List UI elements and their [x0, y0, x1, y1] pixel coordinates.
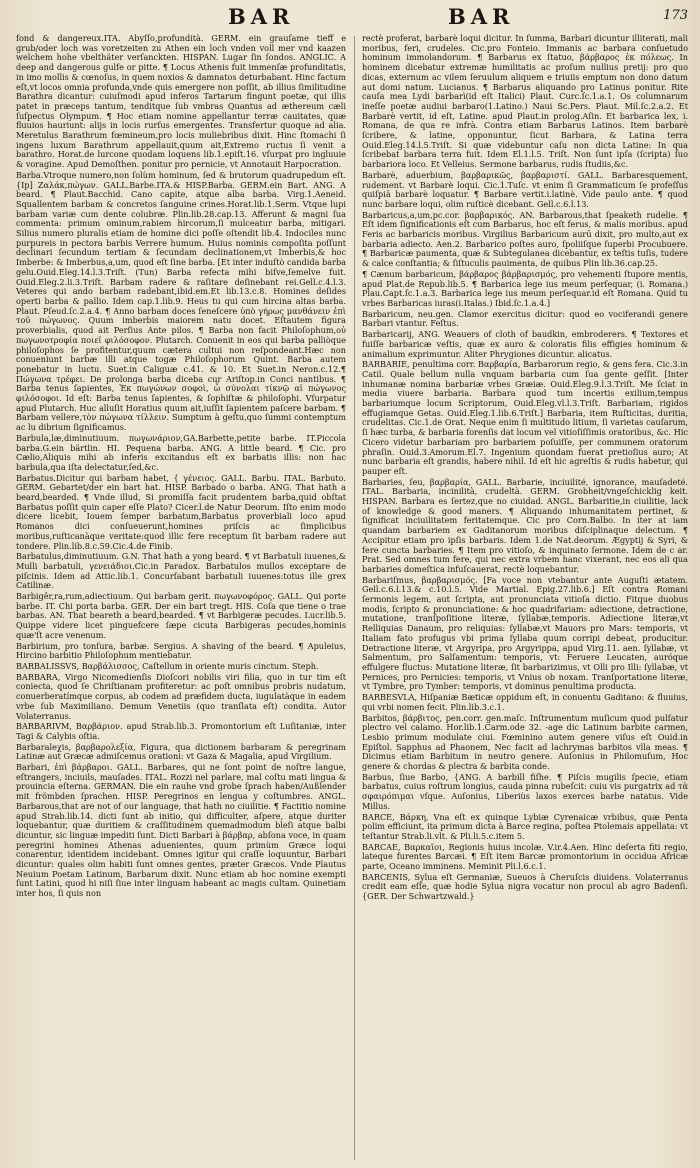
entry-barbitium: Barbirium, pro tonſura, barbæ. Sergius. A shaving of the beard. ¶ Apuleius, Hircino barbitio Philoſophum mentiebatur. — [16, 640, 346, 661]
entry-barbitos: Barbitos, βάρβιτος, pen.corr. gen.maſc. Inſtrumentum muſicum quod pulſatur plectro vel calamo. Hor.lib.1.Carm.ode 32. -age dic Latinum barbite carmen, Lesbio primum modulate ciui. Fœminino autem genere viſus eſt Ouid.in Epiſtol. Sapphus ad Phaonem, Nec facit ad lachrymas barbitos vlla meas. ¶ Dicimus etiam Barbitum in neutro genere. Auſonius in Philomuſum, Hoc genere & chordas & plectra & barbita conde. — [362, 712, 688, 772]
entry-barbula: Barbula,læ,diminutiuum. πωγωνάριον,GA.Barbette,petite barbe. IT.Piccola barba.G.ein bärtlin. HI. Pequena barba. ANG. A little beard. ¶ Cic. pro Cælio,Aliquis mihi ab inferis excitandus eſt ex barbatis illis: non hac barbula,qua iſta delectatur,ſed,&c. — [16, 432, 346, 472]
right-column — [362, 34, 688, 1162]
entry-barbaricum: Barbaricum, neu.gen. Clamor exercitus dicitur: quod eo vociferandi genere Barbari vtantur. Feſtus. — [362, 308, 688, 329]
entry-barbare: Barbarè, aduerbium, βαρβαρικῶς, βαρβαριστί. GALL. Barbaresquement, rudement. vt Barbarè loqui. Cic.1.Tuſc. vt enim ſi Grammaticum ſe profeſſus quiſpiā barbarè loquatur. ¶ Barbare vertit.i.latinè. Vide paulo ante. ¶ quod nunc barbare loqui, olim ruſticè dicebant. Gell.c.6.l.13. — [362, 169, 688, 209]
entry-barbari-cont: rectè proferat, barbarè loqui dicitur. In ſumma, Barbari dicuntur illiterati, mali moribus, feri, crudeles. Cic.pro Fonteio. Immanis ac barbara conſuetudo hominum immolandorum. ¶ Barbarus ex ſtatuo, βάρβαρος ἐκ πόλεως. In hominem dicebatur extremæ humilitatis ac proſum nullius pretij: pro quo dicas, externum ac vilem ſeruulum aliquem e triuiis emptum non dono datum aut domi natum. Lucianus. ¶ Barbarus aliquando pro Latinus ponitur. Rite cauſa mea Lydi barbarì(id eſt Italici) Plaut. Curc.ſc.1.a.1. Os columnarum ineſſe poetæ audiui barbaro(1.Latino.) Naui Sc.Pers. Plaut. Mil.ſc.2.a.2. Et Barbarè vertit, id eſt, Latine. apud Plaut.in prolog.Aſin. Et barbarica lex, i. Romana, de qua re infrà. Contra etiam Barbarus Latinos. Item barbarè ſcribere, & latine, opponuntur, ſicut Barbara, & Latina terra Ouid.Eleg.14.l.5.Triſt. Si quæ videbuntur caſu non dicta Latine: In qua ſcribebat barbara terra fuit. Idem El.1.l.5. Triſt. Non ſunt ipſa (ſcripta) ſuo barbariora loco. Et Velleius. Sermone barbarus, rudis ſtudiis,&c. — [362, 34, 688, 170]
entry-caenum-barbaricum: ¶ Cænum barbaricum, βάρβαρος βάρβαρισμός, pro vehementi ſtupore mentis, apud Plat.de Repub.lib.5. ¶ Barbarica lege ius meum perſequar, (i. Romana.) Plau.Capt.ſc.1.a.3. Barbarica lege ius meum perſequar.id eſt Romana. Quid tu vrbes Barbaricas iuras(i.Italas.) Ibid.ſc.1.a.4.] — [362, 268, 688, 308]
entry-barbatulus: Barbatulus,diminutiuum. G.N. That hath a yong beard. ¶ vt Barbatuli iuuenes,& Mulli barbatuli, γενειάδιοι.Cic.in Paradox. Barbatulos mullos exceptare de piſcinis. Idem ad Attic.lib.1. Concurſabant barbatuli iuuenes:totus ille grex Catilinæ. — [16, 551, 346, 591]
entry-barbara: BARBARA, Virgo Nicomedienſis Dioſcori nobilis viri filia, quo in tur tim eſt coniecta, quod ſe Chriſtianam profiteretur: ac poſt omnibus probris nudatum, conuerberatímque corpus, ab codem ad præfidem ducta, iugulatàque in eadem vrbe ſub Maximiliano. Demum Venetiis (quo tranſlata eſt) condita. Autor Volaterranus. — [16, 671, 346, 721]
entry-barbiger: Barbigêr,ra,rum,adiectiuum. Qui barbam gerit. πωγωνοφόρος. GALL. Qui porte barbe. IT. Chi porta barba. GER. Der ein bart tregt. HIS. Coſa que tiene o trae barbas. AN. That beareth a beard,bearded. ¶ vt Barbigeræ pecudes. Lucr.lib.5. Quippe videre licet pinguefcere ſæpe cicuta Barbigeras pecudes,hominis quæ'ſt acre venenum. — [16, 591, 346, 640]
entry-barce: BARCE, Βάρκη, Vna eſt ex quinque Lybiæ Cyrenaicæ vrbibus, quæ Penta polim efficiunt, ita primum dicta à Barce regina, poſtea Ptolemais appellata: vt teſtantur Strab.li.vlt. & Pli.li.5.c.item 5. — [362, 811, 688, 841]
column-divider — [354, 36, 355, 1160]
left-column — [16, 34, 346, 1162]
entry-barcaei: BARCAE, Βαρκαῖοι, Regionis huius incolæ. V.ir.4.Aen. Hinc deſerta fiti regio, lateque furentes Barcæi. ¶ Eſt item Barcæ promontorium in occidua Africæ parte, Oceano imminens. Meminit Pli.l.6.c.1. — [362, 841, 688, 872]
entry-barbaria: BARBARIE, penultima corr. Βαρβαρία, Barbarorum regio, & gens fera. Cic.3.in Catil. Quale bellum nulla vnquam barbaria cum ſua gente geſſit. [Inter inhumanæ nomina barbariæ vrbes Græiæ. Ouid.Eleg.9.l.3.Triſt. Me ſciat in media viuere barbaria. Barbara quod tum incertis exilium,tempus barbariumque locum Scriptorum, Ouid.Eleg.vl.l.3.Triſt. Barbariam, rigidos effugiamque Getas. Ouid.Eleg.1.lib.6.Triſt.] Barbaria, item Ruſticitas, duritia, crudelitas. Cic.1.de Orat. Neque enim ſi multitudo litium, ſi varietas cauſarum, ſi hæc turba, & barbaria forenſis dat locum vel vitioſiſſimis oratoribus, &c. Hic Cicero videtur barbariam pro barbariem poſuiſſe, per communem oratorum phraſin. Ouid.3.Amorum.El.7. Ingenium quondam fuerat pretioſius auro; At nunc barbaria eſt grandis, habere nihil. Id eſt hic agreſtis & rudis habetur, qui pauper eſt. — [362, 359, 688, 476]
entry-barcenis: BARCENIS, Sylua eſt Germaniæ, Sueuos à Cheruſcis diuidens. Volaterranus credit eam eſſe, quæ hodie Sylua nigra vocatur non procul ab agro Badenſi. {GER. Der Schwartzwald.} — [362, 871, 688, 902]
entry-barbarismus: Barbariſmus, βαρβαρισμός. [Fa voce non vtebantur ante Auguſti ætatem. Gell.c.6.l.13.& c.10.l.5. Vide Martial. Epig.27.lib.6.] Eſt contra Romani ſermonis legem, aut ſcripta, aut pronunciata vitioſa dictio. Fitque duobus modis, ſcripto & pronunciatione: & hoc quadrifariam: adiectione, detractione, mutatione, tranſpoſitione literæ, ſyllabæ,temporis. Adiectione literæ,vt Relliquias Danaum, pro reliquias: ſyllabæ,vt Mauors pro Mars: temporis, vt Italiam fato profugus vbi prima ſyllaba quum corripi debeat, producitur. Detractione literæ, vt Argyripa, pro Argyrippa, apud Virg.11. aen. ſyllabæ, vt Salmentum, pro Salſamentum: temporis, vt: Feruere Leucaten, auróque effulgere fluctus: Mutatione literæ, ſit barbarizimus, vt Olli pro Illi: ſyllabæ, vt Pernices, pro Pernicies: temporis, vt Vnius ob noxam. Tranſportatione literæ, vt Tymbre, pro Tymber: temporis, vt dominus penultima producta. — [362, 574, 688, 692]
entry-barbus: Barbus, ſiue Barbo, {ANG. A barbill fiſhe. ¶ Piſcis mugilis ſpecie, etiam barbatus, cuius roſtrum longius, cauda pinna rubeſcit: cuiu vis purgatrix ad τὰ σφαιρόπιμαι vſque. Auſonius, Liberiùs laxos exerces barbe natatus. Vide Millus. — [362, 771, 688, 811]
page-header — [18, 4, 690, 34]
entry-barbaricarii: Barbaricarij, ANG. Weauers of cloth of baudkin, embroderers. ¶ Textores et fuiſſe barbaricæ veſtis, quæ ex auro & coloratis filis effigies hominum & animalium exprimuntur. Aliter Phrygiones dicuntur. alicatus. — [362, 329, 688, 359]
running-head-left: BAR — [228, 4, 295, 29]
entry-barbari: Barbari, ἐπὶ βάρβαροι. GALL. Barbares, qui ne ſont point de noſtre langue, eſtrangers, inciuils, mauſades. ITAL. Rozzi nel parlare, mal coſtu mati lingua & prouincia eſterna. GERMAN. Die ein rauhe vnd grobe ſprach haben/Außlender mit frömbden ſprachen. HISP. Peregrinos en lengua y coſtumbres. ANGL. Barbarous,that are not of our language, that hath no ciuilitie. ¶ Factitio nomine apud Strab.lib.14. dicti ſunt ab initio, qui difficulter, aſpere, atque duriter loquebantur, quæ duritiem & craſſitudinem quemadmodum bleſi atque balbi dicuntur, sic linguæ impediti ſunt. Dicti Barbari à βάρβαρ, abſona voce, in quam peregrini homines Athenas aduenientes, quum primùm Græce loqui conarentur, identidem incidebant. Omnes igitur qui craſſe loquuntur, Barbari dicuntur: quales olim habiti ſunt omnes gentes, præter Græcos. Vnde Plautus Neuium Poetam Latinum, Barbarum dixit. Nunc etiam ab hoc nomine exempti ſunt Latini, quod hi niſi ſiue inter linguam habeant ac magis cultam. Quinetiam inter hos, ſi quis non — [16, 762, 346, 899]
entry-barba: Barba.Vtroque numero,non ſolùm hominum, ſed & brutorum quadrupedum eſt. {Ip] Ζαλάκ,πώγων. GALL.Barbe.ITA.& HISP.Barba. GERM.ein Bart. ANG. A beard. ¶ Plaut.Bacchid. Cano capite, atque alba barba. Virg.1.Aeneid. Squallentem barbam & concretos ſanguine crines.Horat.lib.1.Serm. Vtque lupi barbam variæ cum dente colubræ. Plin.lib.28.cap.13. Afferunt & magni ſua commenta: primum ominum,rabiem hircorum,ſi mulceatur barba, mitigari. Silius numero pluralis etiam de homine dici poſſe oſtendit lib.4. Indociles nunc purpureis in pectora barbis Verrere humum. Huius nominis compoſita poſſunt declinari ſecundum tertiam & ſecundam declinationem,vt Imberbis,& hoc Imberbe: & Imberbus,a,um, quod eſt ſine barba. [Et inter induſtò candida barba gelu.Ouid.Eleg.14.l.3.Triſt. (Tun) Barba refecta mihi biſve,ſemelve fuit. Ouid.Eleg.2.li.3.Triſt. Barbam radere & raſitare deſinebant rei.Gell.c.4.l.3. Veteres qui ando barbam radebant,ibid.em.Et lib.13.c.8. Homines deſides operti barba & pallio. Idem cap.1.lib.9. Heus tu qui cum hircina altas barba. Plaut. Pſeud.ſc.2.a.4. ¶ Anno barbam doces ſeneſcere ὑπὸ γήρως μανθάνειν ἐπὶ τοῦ πώγωνος. Quum imberbis maiorem natu docet. Eſtautem figura proverbialis, quod ait Perſius Ante pilos. ¶ Barba non facit Philoſophum,οὐ πωγωνοτροφία ποιεῖ φιλόσοφον. Plutarch. Conuenit in eos qui barba palliòque philoſophos ſe profitentur,quum cætera cultui non reſpondeant.Hæc non conueniunt barbæ illi atque togæ Philoſophorum Quint. Barba autem ponebatur in luctu. Suet.in Caliguæ c.41. & 10. Et Suet.in Neron.c.12.¶ Πώγωνα τρέφει. De prolonga barba diceba cur Ariſtop.in Conci nantibus. ¶ Barba tenus ſapientes, Ἐκ πωγώνων σοφοὶ, ὦ σύνολαι τίκνῷ αἰ πώγωνος φιλόσοφοι. Id eſt: Barba tenus ſapientes, & ſophiſtæ & philoſophi. Vſurpatur apud Plutarch. Huc alluſit Horatius quum ait,iuſſit ſapientem paſcere barbam. ¶ Barbam vellere,τὸν πώγωνα τίλλειν. Sumptum à geſtu,quo ſummi contemptum ac lu dibrium ſignificamus. — [16, 169, 346, 433]
entry-barbesula: BARBESVLA, Hiſpaniæ Bæticæ oppidum eſt, in conuentu Gaditano: & fluuius, qui vrbi nomen fecit. Plin.lib.3.c.1. — [362, 692, 688, 712]
entry-barbaries: Barbaries, ſeu, βαρβαρία, GALL. Barbarie, inciuilité, ignorance, mauſadeté. ITAL. Barbaria, incinilità, crudeltà. GERM. Grobheit/vngeſchicklig keit. HISPAN. Barbara es ſertez,que no ciuidad. ANGL. Barbaritie,in ciuilitie, lack of knowledge & good maners. ¶ Aliquando inhumanitatem pertinet, & ſignificat inciuilitatem feritatemque. Cic pro Corn.Balbo. In iter at iam quandam barbariem ex Gaditanorum moribus diſciplinaque delectum. ¶ Accipitur etiam pro ipſis barbaris. Idem 1.de Nat.deorum. Ægyptij & Syri, & fere cuncta barbaries. ¶ Item pro vitioſo, & inquinato ſermone. Idem de c ar. Prat. Sed omnes tum fere, qui nec extra vrbem hanc vixerant, nec eos ali qua barbaries domeſtica infuſcauerat, rectè loquebantur. — [362, 476, 688, 574]
entry-barbalissus: BARBALISSVS, Βαρβάλισσος, Caſtellum in oriente muris cinctum. Steph. — [16, 661, 319, 671]
entry-barbaricus: Barbaricus,a,um,pc.cor. βαρβαρικός. AN. Barbarous,that ſpeaketh rudelie. ¶ Eſt idem ſignificationis eſt cum Barbarus, hoc eſt ferus, & malis moribus. apud Feris ac barbaricis moribus. Virgilius Barbaricum aurū dixit, pro multo,aut ex barbaria adiecto. Aen.2. Barbarico poſtes auro, ſpoliiſque ſuperbi Procubuere. ¶ Barbaricæ paumenta, quæ & Subtegulanea dicebantur, ex teſtis tuſis, tudere & calce conſtantia; & ſiſtuculis pauimenta, de quibus Plin lib.36.cap.25. — [362, 209, 688, 269]
running-head-right: BAR — [448, 4, 515, 29]
page-number: 173 — [663, 8, 688, 23]
entry-barbatus: Barbatus.Dicitur qui barbam habet, { γένειος. GALL. Barbu. ITAL. Barbuto. GERM. Gebartet/der ein bart hat. HISP. Barbado o barba. ANG. That hath a beard,bearded. ¶ Vnde illud, Si promiſſa facit prudentem barba,quid obſtat Barbatus poſſit quin caper eſſe Plato? Cicer.l.de Natur Deorum. Iſto enim modo dicere licebit, Iouem ſemper barbatum,Barbatus proverbiali loco apud Romanos dici conſueuerunt,homines priſcis ac ſimplicibus moribus,ruſticanàque veritate:quod illic fere receptum ſit barbam radere aut tondere. Plin.lib.8.c.59.Cic.4.de Finib. — [16, 472, 346, 551]
entry-barbarium: BARBARIVM, Βαρβάριον. apud Strab.lib.3. Promontorium eſt Luſitaniæ, inter Tagi & Calybis oſtia. — [16, 721, 346, 741]
entry-barbaralexis: Barbaraleχis, βαρβαρολεξία, Figura, qua dictionem barbaram & peregrinam Latinæ aut Græcæ admiſcemus orationi: vt Gaza & Magalia, apud Virgilium. — [16, 741, 346, 762]
entry-barathrum: fond & dangereux.ITA. Abyſſo,profundità. GERM. ein grauſame tieff e grub/oder loch was voretzeiten zu Athen ein loch vnden voll mer vnd kaazen welchem hohe vbelthäter verſanckten. HISPAN. Lugar ſin ſondos. ANGLIC. A deep and dangerous gulfe or pitte. ¶ Locus Athenis fuit immenſæ profunditatis, in imo mollis & cœnoſus, in quem noxios & damnatos deturbabant. Hinc factum eſt,vt locos omnia profunda,vnde quis emergere non poſſit, ab illius ſimilitudine Barathra dicantur: cuiuſmodi apud inferos Tartarum fingunt poetæ, qui illis patet in præceps tantum, tenditque ſub vmbras Quantus ad æthereum cæli ſuſpectus Olympum. ¶ Hoc etiam nomine appellantur terræ cauitates, quæ fluuios hauriunt: alijs in locis rurſus emergentes. Transfertur quoque ad alia. Meretulus Barathrum fœmineum,pro locis muliebribus dixit. Hinc ſtomachi ſi ingens luxum Barathrum appellauit,quum ait,Extremo ructus ſi venit a barathro. Horat.de lurcone quodam loquens lib.1.epiſt.16. vſurpat pro ingluuie & voragine. Apud Demoſthen. ponitur pro pernicie, vt Annotauit Harpocration. — [16, 34, 346, 170]
